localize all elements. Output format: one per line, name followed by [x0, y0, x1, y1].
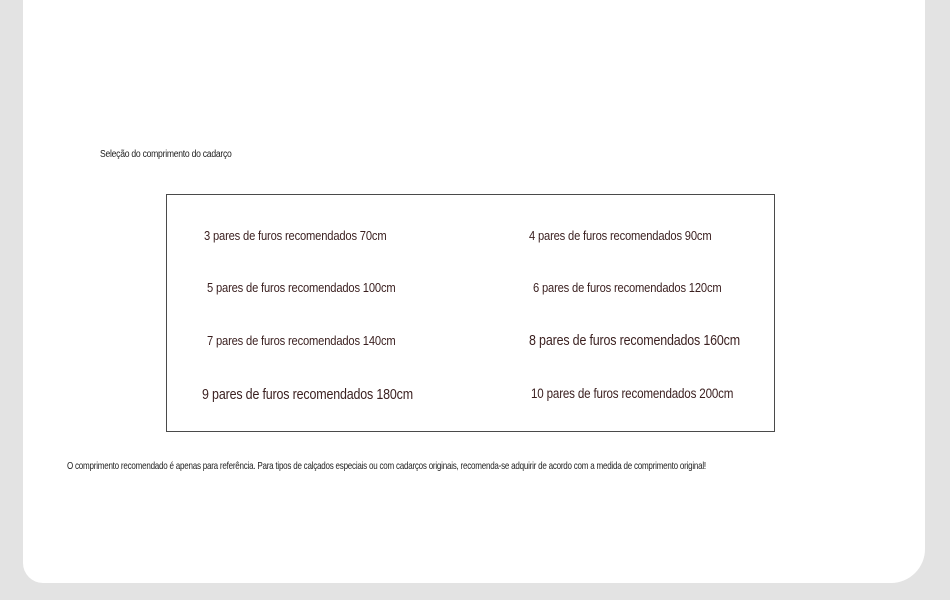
lace-length-5-pairs: 5 pares de furos recomendados 100cm — [207, 280, 396, 295]
lace-length-3-pairs: 3 pares de furos recomendados 70cm — [204, 228, 387, 243]
reference-footnote: O comprimento recomendado é apenas para referência. Para tipos de calçados especiais ou com cadarços originais, recomenda-se adquirir de acordo com a medida de comprimento original! — [67, 460, 706, 472]
lace-length-6-pairs: 6 pares de furos recomendados 120cm — [533, 280, 722, 295]
lace-length-7-pairs: 7 pares de furos recomendados 140cm — [207, 333, 396, 348]
lace-length-4-pairs: 4 pares de furos recomendados 90cm — [529, 228, 712, 243]
section-title: Seleção do comprimento do cadarço — [100, 149, 232, 160]
lace-length-10-pairs: 10 pares de furos recomendados 200cm — [531, 386, 734, 401]
lace-length-9-pairs: 9 pares de furos recomendados 180cm — [202, 387, 413, 403]
lace-length-8-pairs: 8 pares de furos recomendados 160cm — [529, 333, 740, 349]
